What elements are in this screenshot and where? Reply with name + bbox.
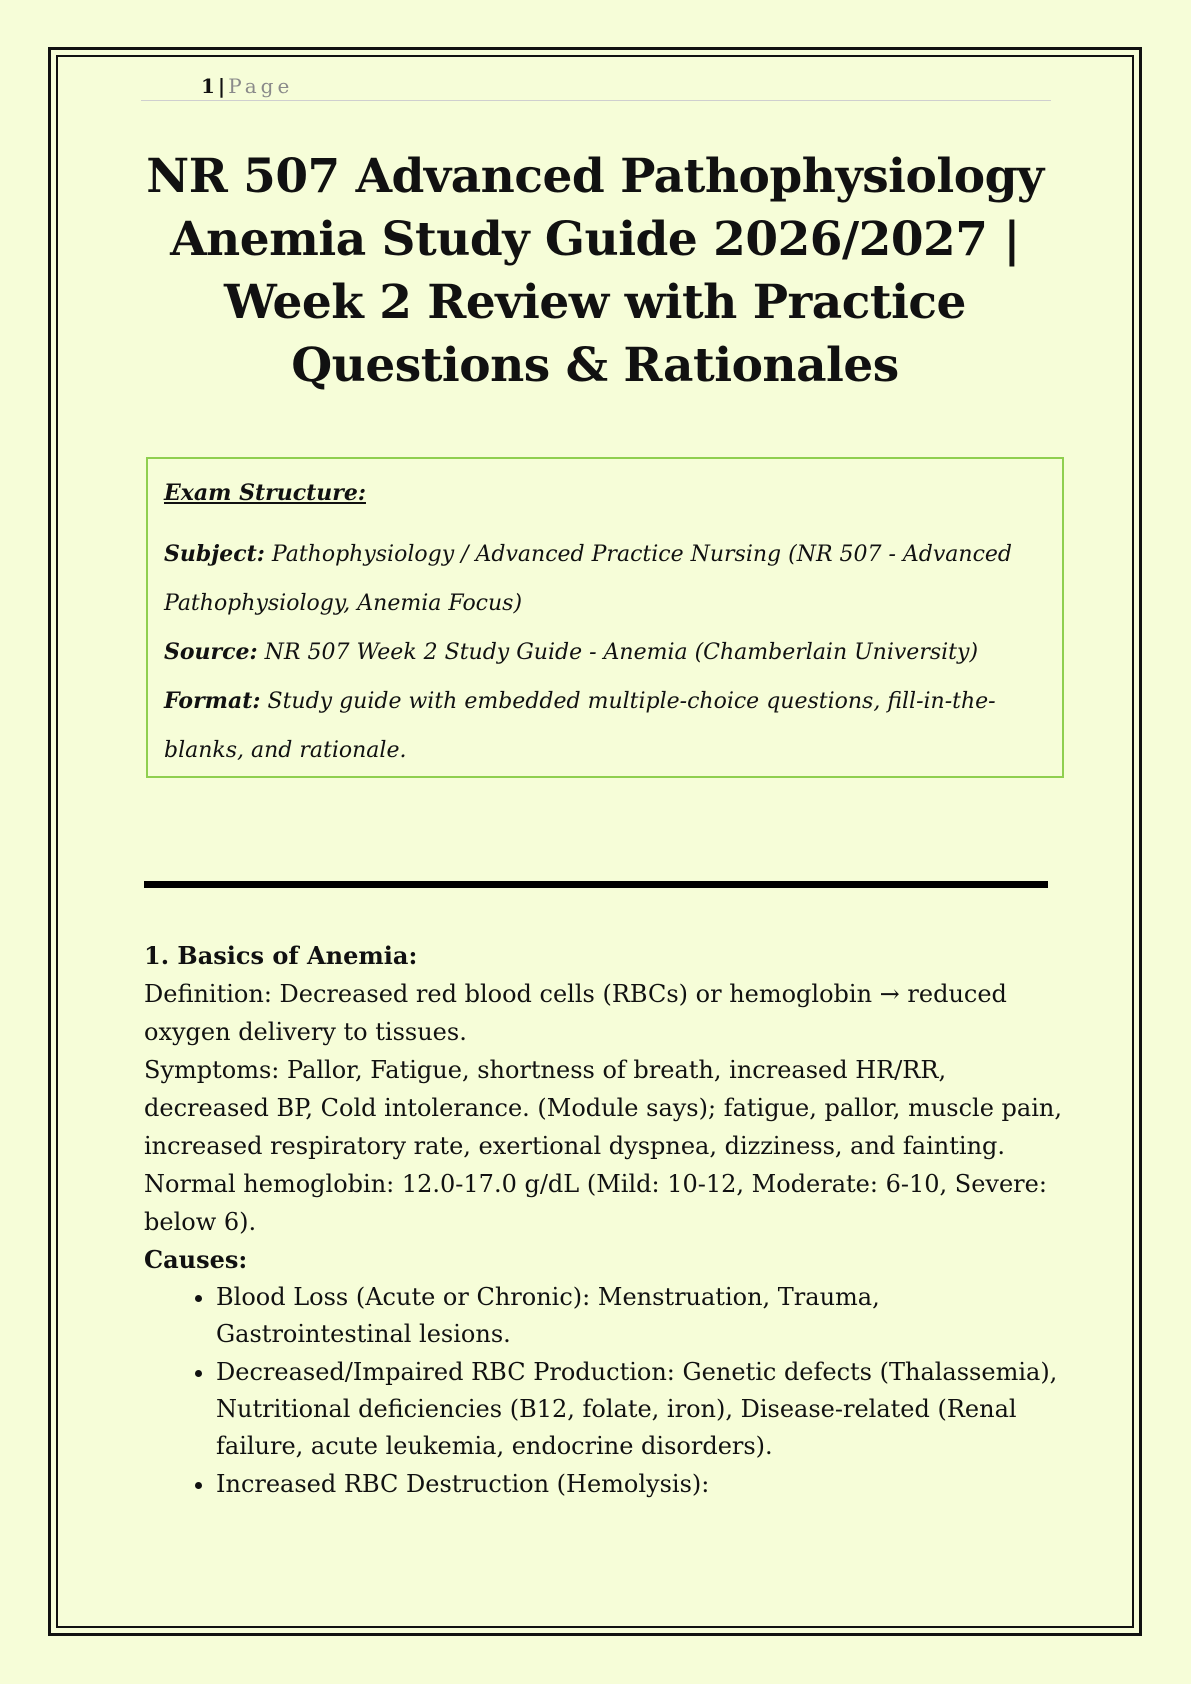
- title-line-4: Questions & Rationales: [291, 338, 899, 393]
- source-label: Source:: [164, 639, 258, 665]
- causes-heading: Causes:: [144, 1245, 248, 1274]
- title-line-2: Anemia Study Guide 2026/2027 |: [170, 212, 1020, 267]
- page-number: 1: [201, 74, 215, 98]
- list-item: • Blood Loss (Acute or Chronic): Menstruation, Trauma, Gastrointestinal lesions.: [216, 1279, 1064, 1353]
- title-line-3: Week 2 Review with Practice: [224, 275, 966, 330]
- subject-value: Pathophysiology / Advanced Practice Nursing (NR 507 - Advanced Pathophysiology, Anemia Focus): [164, 542, 1013, 616]
- page-separator: |: [217, 74, 226, 98]
- exam-structure-box: [146, 457, 1064, 778]
- normal-hemoglobin-text: Normal hemoglobin: 12.0-17.0 g/dL (Mild: 10-12, Moderate: 6-10, Severe: below 6).: [144, 1170, 1047, 1236]
- page-header: [141, 72, 1051, 101]
- definition-text: Definition: Decreased red blood cells (RBCs) or hemoglobin → reduced oxygen delivery to tissues.: [144, 980, 1007, 1046]
- page-label: Page: [228, 74, 294, 98]
- document-title: [120, 145, 1070, 397]
- list-item: • Increased RBC Destruction (Hemolysis):: [216, 1466, 1064, 1503]
- causes-list: [144, 1279, 1064, 1503]
- title-line-1: NR 507 Advanced Pathophysiology: [146, 149, 1044, 204]
- list-item: • Decreased/Impaired RBC Production: Genetic defects (Thalassemia), Nutritional deficiencies (B12, folate, iron), Disease-related (Renal failure, acute leukemia, endocrine disorders).: [216, 1354, 1064, 1465]
- exam-subject: [164, 530, 1046, 628]
- exam-structure-heading: Exam Structure:: [164, 480, 366, 506]
- exam-source: [164, 628, 1046, 677]
- format-value: Study guide with embedded multiple-choice questions, fill-in-the-blanks, and rationale.: [164, 689, 996, 763]
- section-divider: [144, 881, 1048, 888]
- section-heading: 1. Basics of Anemia:: [144, 941, 418, 970]
- subject-label: Subject:: [164, 541, 265, 567]
- symptoms-text: Symptoms: Pallor, Fatigue, shortness of breath, increased HR/RR, decreased BP, Cold intolerance. (Module says); fatigue, pallor, muscle pain, increased respiratory rate, exertional dyspnea, dizziness, and fainting.: [144, 1056, 1062, 1160]
- exam-format: [164, 677, 1046, 775]
- format-label: Format:: [164, 688, 261, 714]
- source-value: NR 507 Week 2 Study Guide - Anemia (Chamberlain University): [257, 640, 979, 665]
- section-basics-of-anemia: [144, 937, 1064, 1504]
